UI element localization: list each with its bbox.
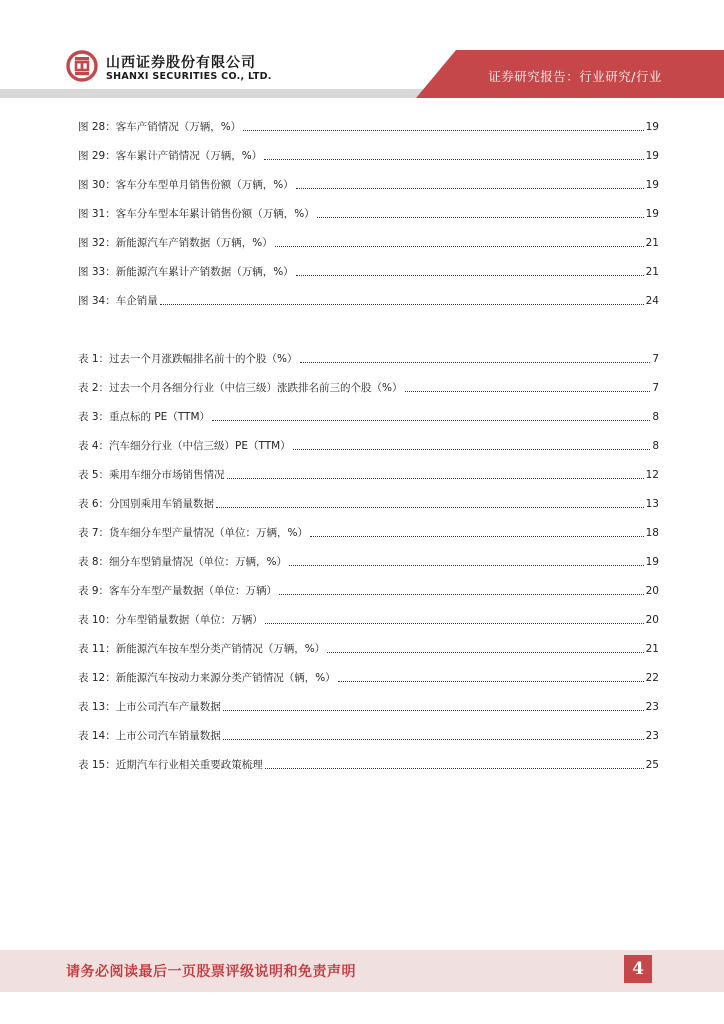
toc-entry-page: 24 [645, 295, 659, 307]
toc-leader-dots [265, 622, 644, 624]
toc-entry-label: 表 4：汽车细分行业（中信三级）PE（TTM） [78, 440, 291, 452]
toc-entry-page: 19 [645, 150, 659, 162]
toc-leader-dots [227, 477, 644, 479]
toc-entry-label: 图 29：客车累计产销情况（万辆，%） [78, 150, 263, 162]
toc-entry-label: 表 7：货车细分车型产量情况（单位：万辆，%） [78, 527, 308, 539]
toc-entry-label: 图 30：客车分车型单月销售份额（万辆，%） [78, 179, 294, 191]
toc-entry-page: 23 [645, 730, 659, 742]
toc-leader-dots [223, 709, 644, 711]
toc-entry-page: 23 [645, 701, 659, 713]
toc-leader-dots [338, 680, 644, 682]
toc-entry-label: 表 13：上市公司汽车产量数据 [78, 701, 221, 713]
toc-entry-figure[interactable] [78, 230, 659, 250]
toc-entry-figure[interactable] [78, 172, 659, 192]
toc-entry-page: 18 [645, 527, 659, 539]
toc-entry-table[interactable] [78, 462, 659, 482]
toc-leader-dots [212, 419, 650, 421]
toc-entry-page: 21 [645, 237, 659, 249]
toc-entry-label: 表 5：乘用车细分市场销售情况 [78, 469, 225, 481]
toc-leader-dots [327, 651, 643, 653]
toc-entry-label: 图 34：车企销量 [78, 295, 158, 307]
company-name-cn: 山西证券股份有限公司 [106, 55, 256, 71]
toc-leader-dots [223, 738, 644, 740]
toc-leader-dots [296, 274, 644, 276]
toc-entry-table[interactable] [78, 375, 659, 395]
toc-entry-table[interactable] [78, 636, 659, 656]
toc-leader-dots [265, 767, 644, 769]
toc-entry-label: 表 11：新能源汽车按车型分类产销情况（万辆，%） [78, 643, 326, 655]
toc-entry-label: 表 2：过去一个月各细分行业（中信三级）涨跌排名前三的个股（%） [78, 382, 403, 394]
toc-entry-table[interactable] [78, 694, 659, 714]
toc-entry-figure[interactable] [78, 201, 659, 221]
toc-entry-table[interactable] [78, 723, 659, 743]
disclaimer-notice: 请务必阅读最后一页股票评级说明和免责声明 [66, 964, 356, 980]
toc-leader-dots [275, 245, 644, 247]
report-type-label: 证券研究报告：行业研究/行业 [488, 69, 662, 84]
toc-leader-dots [243, 129, 643, 131]
toc-entry-table[interactable] [78, 752, 659, 772]
toc-entry-label: 表 15：近期汽车行业相关重要政策梳理 [78, 759, 263, 771]
toc-leader-dots [310, 535, 644, 537]
toc-leader-dots [317, 216, 644, 218]
toc-entry-page: 22 [645, 672, 659, 684]
toc-entry-page: 19 [645, 121, 659, 133]
toc-entry-page: 12 [645, 469, 659, 481]
company-name-en: SHANXI SECURITIES CO., LTD. [106, 71, 272, 82]
toc-entry-table[interactable] [78, 433, 659, 453]
toc-entry-label: 表 12：新能源汽车按动力来源分类产销情况（辆，%） [78, 672, 336, 684]
toc-entry-label: 图 28：客车产销情况（万辆，%） [78, 121, 242, 133]
toc-entry-table[interactable] [78, 665, 659, 685]
page-footer [0, 950, 724, 992]
toc-leader-dots [293, 448, 651, 450]
toc-entry-label: 表 8：细分车型销量情况（单位：万辆，%） [78, 556, 287, 568]
toc-entry-page: 8 [652, 440, 659, 452]
toc-entry-table[interactable] [78, 607, 659, 627]
toc-entry-label: 图 33：新能源汽车累计产销数据（万辆，%） [78, 266, 294, 278]
toc-entry-page: 21 [645, 643, 659, 655]
toc-entry-page: 19 [645, 179, 659, 191]
toc-entry-table[interactable] [78, 549, 659, 569]
toc-leader-dots [289, 564, 644, 566]
toc-entry-label: 表 10：分车型销量数据（单位：万辆） [78, 614, 263, 626]
toc-entry-label: 表 1：过去一个月涨跌幅排名前十的个股（%） [78, 353, 298, 365]
toc-leader-dots [264, 158, 643, 160]
toc-entry-page: 20 [645, 585, 659, 597]
toc-entry-table[interactable] [78, 346, 659, 366]
toc-entry-label: 图 32：新能源汽车产销数据（万辆，%） [78, 237, 273, 249]
toc-entry-figure[interactable] [78, 143, 659, 163]
page-header [0, 0, 724, 100]
toc-leader-dots [300, 361, 651, 363]
toc-entry-page: 20 [645, 614, 659, 626]
toc-entry-figure[interactable] [78, 259, 659, 279]
toc-entry-page: 13 [645, 498, 659, 510]
page-number-badge: 4 [624, 955, 652, 983]
toc-leader-dots [405, 390, 651, 392]
toc-entry-page: 25 [645, 759, 659, 771]
toc-leader-dots [216, 506, 644, 508]
toc-entry-page: 7 [652, 382, 659, 394]
toc-entry-figure[interactable] [78, 114, 659, 134]
toc-entry-label: 表 6：分国别乘用车销量数据 [78, 498, 215, 510]
toc-entry-label: 表 9：客车分车型产量数据（单位：万辆） [78, 585, 278, 597]
toc-entry-table[interactable] [78, 491, 659, 511]
toc-entry-page: 7 [652, 353, 659, 365]
toc-entry-page: 21 [645, 266, 659, 278]
toc-entry-figure[interactable] [78, 288, 659, 308]
toc-leader-dots [160, 303, 644, 305]
toc-entry-label: 表 3：重点标的 PE（TTM） [78, 411, 211, 423]
toc-entry-page: 8 [652, 411, 659, 423]
toc-entry-table[interactable] [78, 578, 659, 598]
toc-entry-label: 图 31：客车分车型本年累计销售份额（万辆，%） [78, 208, 315, 220]
toc-leader-dots [296, 187, 644, 189]
toc-leader-dots [279, 593, 644, 595]
toc-entry-table[interactable] [78, 404, 659, 424]
toc-entry-label: 表 14：上市公司汽车销量数据 [78, 730, 221, 742]
company-logo-icon [66, 50, 98, 82]
toc-entry-table[interactable] [78, 520, 659, 540]
toc-entry-page: 19 [645, 556, 659, 568]
toc-entry-page: 19 [645, 208, 659, 220]
